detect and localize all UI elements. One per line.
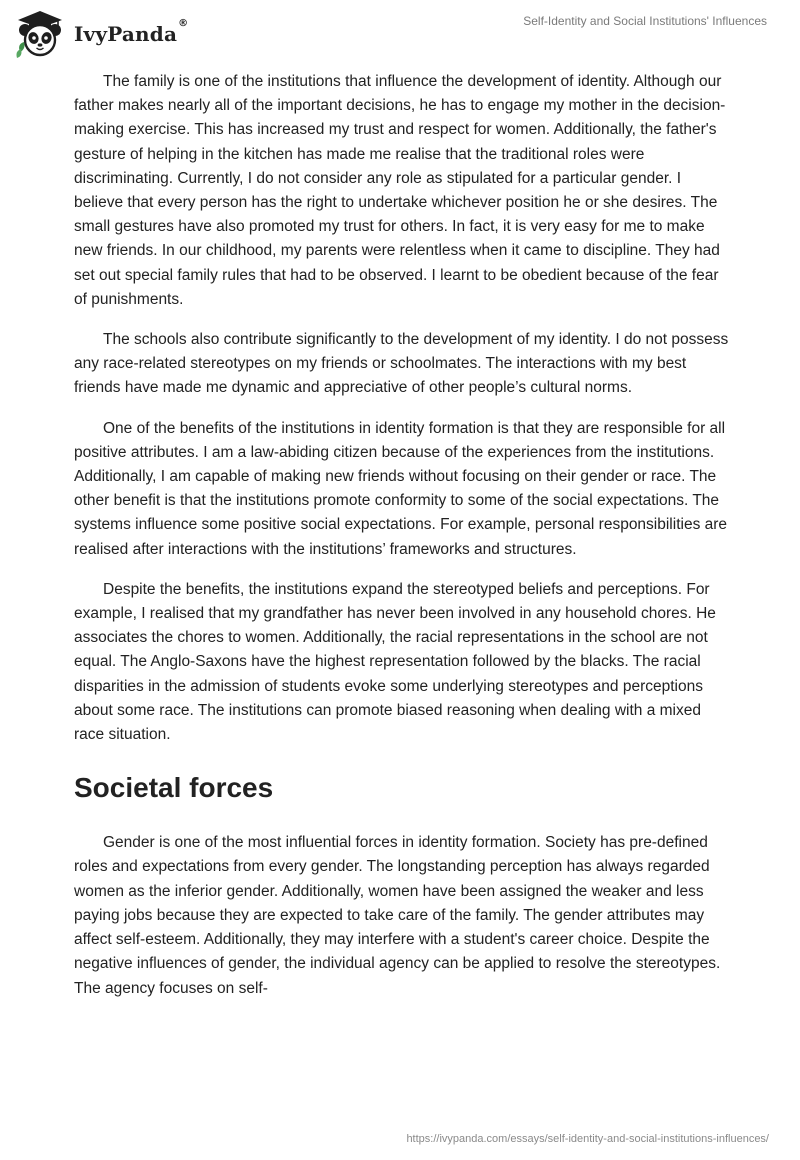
registered-mark: ® [178, 18, 189, 29]
panda-logo-icon [14, 8, 66, 60]
paragraph-schools: The schools also contribute significantly to the development of my identity. I do not possess any race-related stereotypes on my friends or schoolmates. The interactions with my best friends have made me dynamic and appreciative of other people’s cultural norms. [74, 331, 729, 397]
logo-text: IvyPanda® [74, 18, 189, 46]
article-body [74, 70, 734, 1017]
paragraph-family: The family is one of the institutions that influence the development of identity. Although our father makes nearly all of the important decisions, he has to engage my mother in the decision-making exercise. This has increased my trust and respect for women. Additionally, the father's gesture of helping in the kitchen has made me realise that the traditional roles were discriminating. Currently, I do not consider any role as stipulated for a particular gender. I believe that every person has the right to undertake whichever position he or she desires. The small gestures have also promoted my trust for others. In fact, it is very easy for me to make new friends. In our childhood, my parents were relentless when it came to discipline. They had set out special family rules that had to be observed. I learnt to be obedient because of the fear of punishments. [74, 73, 726, 308]
ivypanda-logo[interactable] [14, 8, 188, 60]
source-url: https://ivypanda.com/essays/self-identity-and-social-institutions-influences/ [406, 1133, 769, 1145]
page-header [0, 0, 800, 70]
section-heading-societal-forces: Societal forces [74, 772, 274, 804]
paragraph-benefits: One of the benefits of the institutions in identity formation is that they are responsible for all positive attributes. I am a law-abiding citizen because of the experiences from the institutions. Additionally, I am capable of making new friends without focusing on their gender or race. The other benefit is that the institutions promote conformity to some of the social expectations. The systems influence some positive social expectations. For example, personal responsibilities are realised after interactions with the institutions’ frameworks and structures. [74, 419, 728, 558]
paragraph-stereotypes: Despite the benefits, the institutions expand the stereotyped beliefs and perceptions. For example, I realised that my grandfather has never been involved in any household chores. He associates the chores to women. Additionally, the racial representations in the school are not equal. The Anglo-Saxons have the highest representation followed by the blacks. The racial disparities in the admission of students evoke some underlying stereotypes and perceptions about some race. The institutions can promote biased reasoning when dealing with a mixed race situation. [74, 580, 716, 744]
document-title: Self-Identity and Social Institutions' Influences [523, 14, 767, 28]
paragraph-gender: Gender is one of the most influential forces in identity formation. Society has pre-defined roles and expectations from every gender. The longstanding perception has always regarded women as the inferior gender. Additionally, women have been assigned the weaker and less paying jobs because they are expected to take care of the family. The gender attributes may affect self-esteem. Additionally, they may interfere with a student's career choice. Despite the negative influences of gender, the individual agency can be applied to resolve the stereotypes. The agency focuses on self- [74, 834, 721, 997]
